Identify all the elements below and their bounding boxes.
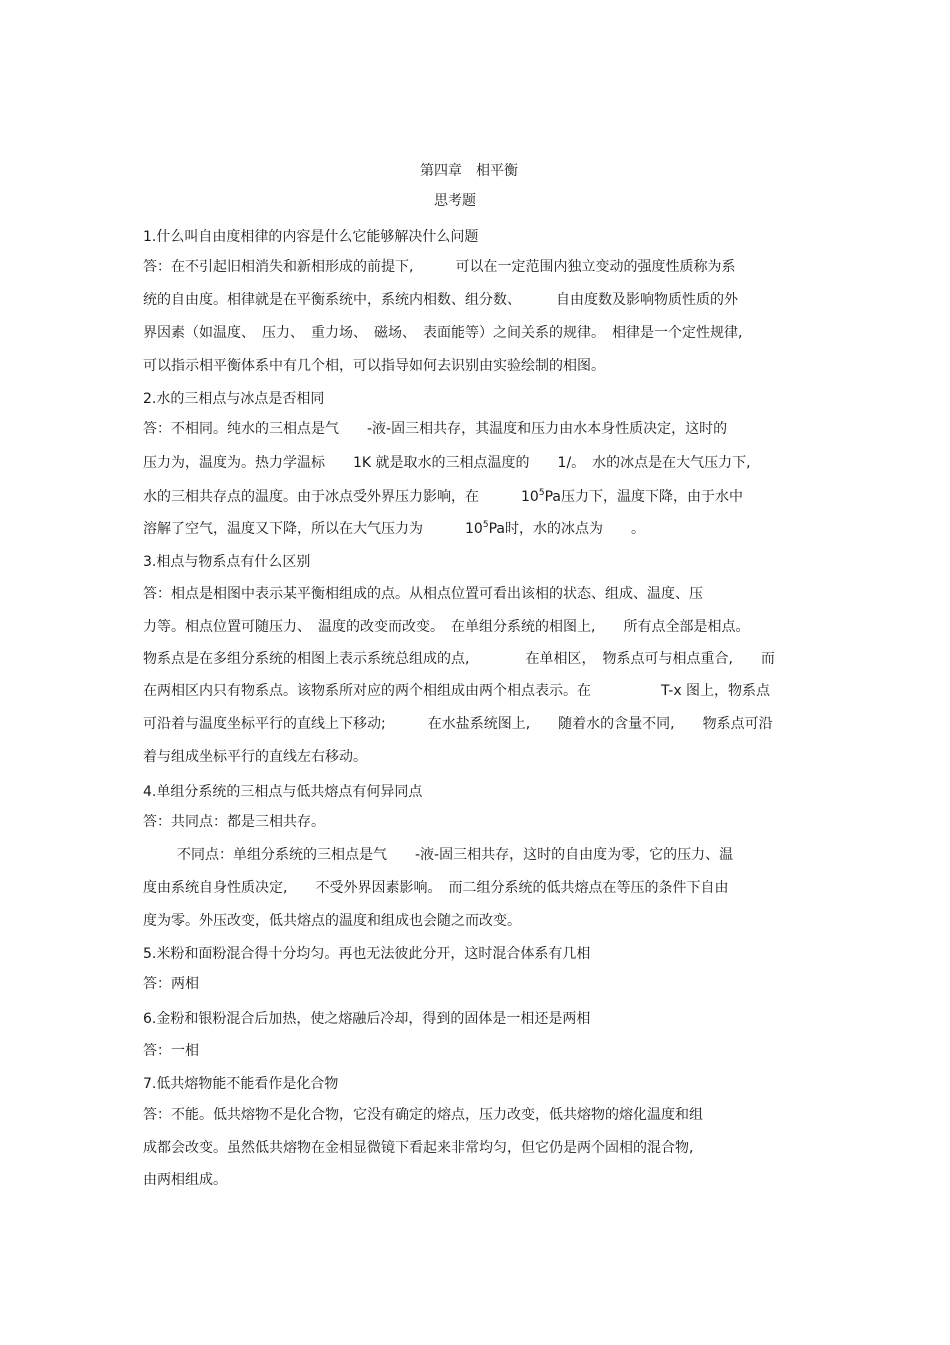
pressure-value: $10^5Pa$ (521, 488, 561, 505)
answer-1-line-3: 界因素（如温度、 压力、 重力场、 磁场、 表面能等）之间关系的规律。 相律是一个定性规律, (143, 325, 743, 341)
answer-7-line-1: 答：不能。低共熔物不是化合物，它没有确定的熔点，压力改变，低共熔物的熔化温度和组 (143, 1107, 703, 1123)
question-1: 1.什么叫自由度相律的内容是什么它能够解决什么问题 (143, 229, 479, 245)
answer-2-line-4-text: 溶解了空气，温度又下降，所以在大气压力为 (143, 521, 465, 537)
answer-2-line-3-text: 水的三相共存点的温度。由于冰点受外界压力影响，在 (143, 489, 521, 505)
answer-4-line-2: 不同点：单组分系统的三相点是气 -液-固三相共存，这时的自由度为零，它的压力、温 (177, 847, 734, 863)
answer-1-line-1: 答：在不引起旧相消失和新相形成的前提下, 可以在一定范围内独立变动的强度性质称为系 (143, 259, 736, 275)
answer-3-line-2: 力等。相点位置可随压力、 温度的改变而改变。 在单组分系统的相图上, 所有点全部是相点。 (143, 619, 750, 635)
answer-2-line-4 (143, 518, 645, 540)
pressure-value-2: $10^5Pa$ (465, 520, 505, 537)
answer-3-line-4: 在两相区内只有物系点。该物系所对应的两个相组成由两个相点表示。在 T-x 图上，物系点 (143, 683, 771, 699)
answer-3-line-1: 答：相点是相图中表示某平衡相组成的点。从相点位置可看出该相的状态、组成、温度、压 (143, 586, 703, 602)
answer-2-line-3-tail: 压力下，温度下降，由于水中 (560, 489, 743, 505)
chapter-title: 第四章 相平衡 (420, 163, 518, 179)
question-5: 5.米粉和面粉混合得十分均匀。再也无法彼此分开，这时混合体系有几相 (143, 946, 591, 962)
answer-1-line-4: 可以指示相平衡体系中有几个相，可以指导如何去识别由实验绘制的相图。 (143, 358, 605, 374)
answer-2-line-3 (143, 486, 743, 508)
question-6: 6.金粉和银粉混合后加热，使之熔融后冷却，得到的固体是一相还是两相 (143, 1011, 591, 1027)
answer-4-line-4: 度为零。外压改变，低共熔点的温度和组成也会随之而改变。 (143, 913, 521, 929)
answer-4-line-3: 度由系统自身性质决定, 不受外界因素影响。 而二组分系统的低共熔点在等压的条件下自由 (143, 880, 729, 896)
answer-6: 答：一相 (143, 1043, 199, 1059)
answer-2-line-4-tail: 时，水的冰点为 。 (504, 521, 645, 537)
answer-4-line-1: 答：共同点：都是三相共存。 (143, 814, 325, 830)
answer-5: 答：两相 (143, 976, 199, 992)
answer-3-line-5: 可沿着与温度坐标平行的直线上下移动; 在水盐系统图上, 随着水的含量不同, 物系点可沿 (143, 716, 773, 732)
answer-3-line-6: 着与组成坐标平行的直线左右移动。 (143, 749, 367, 765)
answer-2-line-1: 答：不相同。纯水的三相点是气 -液-固三相共存，其温度和压力由水本身性质决定，这时的 (143, 421, 728, 437)
answer-7-line-2: 成都会改变。虽然低共熔物在金相显微镜下看起来非常均匀，但它仍是两个固相的混合物, (143, 1140, 694, 1156)
answer-1-line-2: 统的自由度。相律就是在平衡系统中，系统内相数、组分数、 自由度数及影响物质性质的外 (143, 292, 738, 308)
section-subtitle: 思考题 (434, 193, 476, 209)
answer-3-line-3: 物系点是在多组分系统的相图上表示系统总组成的点, 在单相区， 物系点可与相点重合, 而 (143, 651, 775, 667)
question-7: 7.低共熔物能不能看作是化合物 (143, 1076, 339, 1092)
question-3: 3.相点与物系点有什么区别 (143, 554, 311, 570)
question-4: 4.单组分系统的三相点与低共熔点有何异同点 (143, 784, 423, 800)
answer-2-line-2: 压力为，温度为。热力学温标 1K 就是取水的三相点温度的 1/。 水的冰点是在大气压力下, (143, 455, 751, 471)
question-2: 2.水的三相点与冰点是否相同 (143, 391, 325, 407)
answer-7-line-3: 由两相组成。 (143, 1172, 227, 1188)
